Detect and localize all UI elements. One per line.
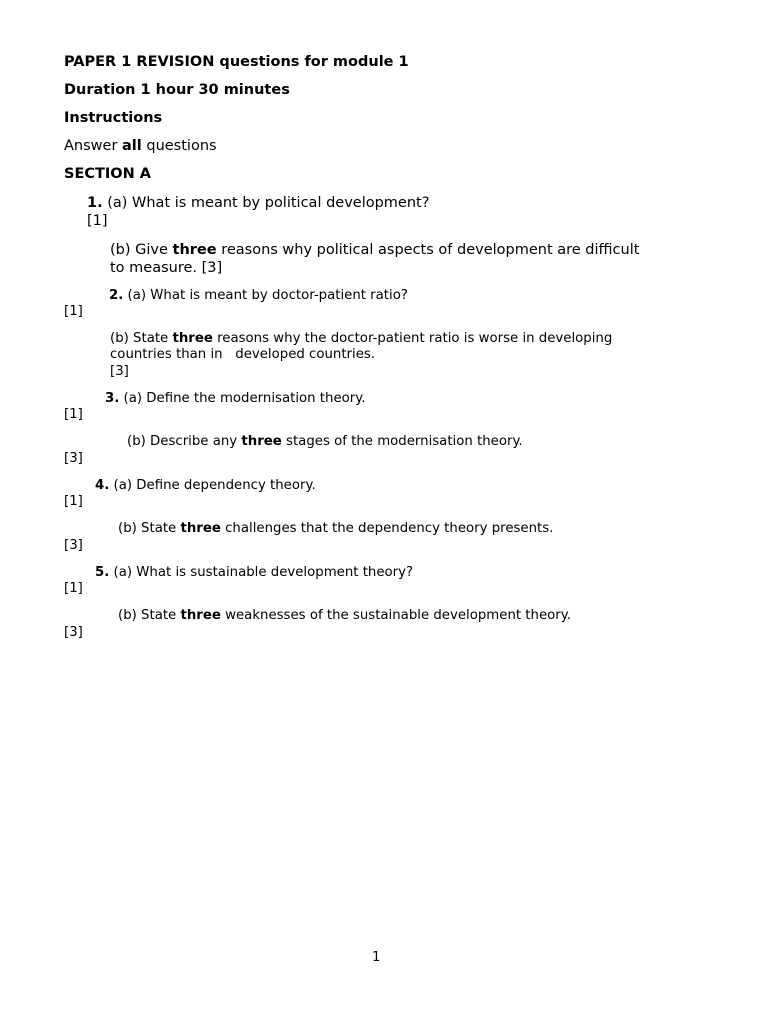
question-text-post: reasons why political aspects of development are difficult bbox=[216, 242, 640, 258]
question-2-part-b bbox=[110, 331, 612, 346]
paper-title: PAPER 1 REVISION questions for module 1 bbox=[64, 54, 409, 70]
question-text-post: reasons why the doctor-patient ratio is worse in developing bbox=[212, 331, 613, 346]
question-2-part-a-mark: [1] bbox=[64, 304, 83, 319]
question-text-post: weaknesses of the sustainable development theory. bbox=[220, 608, 571, 623]
question-5-part-b-mark: [3] bbox=[64, 625, 83, 640]
question-number: 5. bbox=[95, 565, 110, 580]
question-text: (a) What is sustainable development theory? bbox=[109, 565, 414, 580]
question-number: 4. bbox=[95, 478, 110, 493]
answer-instruction bbox=[64, 138, 217, 154]
question-2-part-b-line2: countries than in developed countries. bbox=[110, 347, 376, 362]
question-number: 2. bbox=[109, 288, 124, 303]
question-3-part-a bbox=[105, 391, 365, 406]
question-text-pre: (b) State bbox=[118, 608, 181, 623]
question-3-part-b bbox=[127, 434, 523, 449]
question-number: 1. bbox=[87, 195, 103, 211]
question-emphasis: three bbox=[172, 242, 217, 258]
question-text: (a) Define the modernisation theory. bbox=[119, 391, 366, 406]
question-3-part-b-mark: [3] bbox=[64, 451, 83, 466]
duration-line: Duration 1 hour 30 minutes bbox=[64, 82, 290, 98]
answer-suffix: questions bbox=[141, 138, 217, 154]
question-2-part-b-mark: [3] bbox=[110, 364, 129, 379]
question-1-part-b-line2: to measure. [3] bbox=[110, 260, 223, 276]
page-number: 1 bbox=[372, 950, 381, 965]
question-2-part-a bbox=[109, 288, 408, 303]
question-1-part-a-mark: [1] bbox=[87, 213, 108, 229]
question-text-pre: (b) Give bbox=[110, 242, 173, 258]
question-4-part-a bbox=[95, 478, 316, 493]
question-text: (a) Define dependency theory. bbox=[109, 478, 316, 493]
question-emphasis: three bbox=[172, 331, 213, 346]
instructions-heading: Instructions bbox=[64, 110, 163, 126]
question-3-part-a-mark: [1] bbox=[64, 407, 83, 422]
question-text-pre: (b) Describe any bbox=[127, 434, 242, 449]
question-text-post: stages of the modernisation theory. bbox=[281, 434, 523, 449]
question-text: (a) What is meant by doctor-patient ratio? bbox=[123, 288, 408, 303]
question-5-part-a-mark: [1] bbox=[64, 581, 83, 596]
answer-emphasis: all bbox=[122, 138, 142, 154]
question-number: 3. bbox=[105, 391, 120, 406]
question-text-pre: (b) State bbox=[118, 521, 181, 536]
question-5-part-b bbox=[118, 608, 571, 623]
question-1-part-a bbox=[87, 195, 429, 211]
question-emphasis: three bbox=[241, 434, 282, 449]
question-4-part-b bbox=[118, 521, 553, 536]
section-heading: SECTION A bbox=[64, 166, 152, 182]
question-emphasis: three bbox=[180, 521, 221, 536]
question-1-part-b bbox=[110, 242, 639, 258]
answer-prefix: Answer bbox=[64, 138, 123, 154]
question-4-part-a-mark: [1] bbox=[64, 494, 83, 509]
question-text-post: challenges that the dependency theory presents. bbox=[220, 521, 554, 536]
question-emphasis: three bbox=[180, 608, 221, 623]
question-text-pre: (b) State bbox=[110, 331, 173, 346]
question-5-part-a bbox=[95, 565, 413, 580]
question-4-part-b-mark: [3] bbox=[64, 538, 83, 553]
question-text: (a) What is meant by political development? bbox=[102, 195, 430, 211]
